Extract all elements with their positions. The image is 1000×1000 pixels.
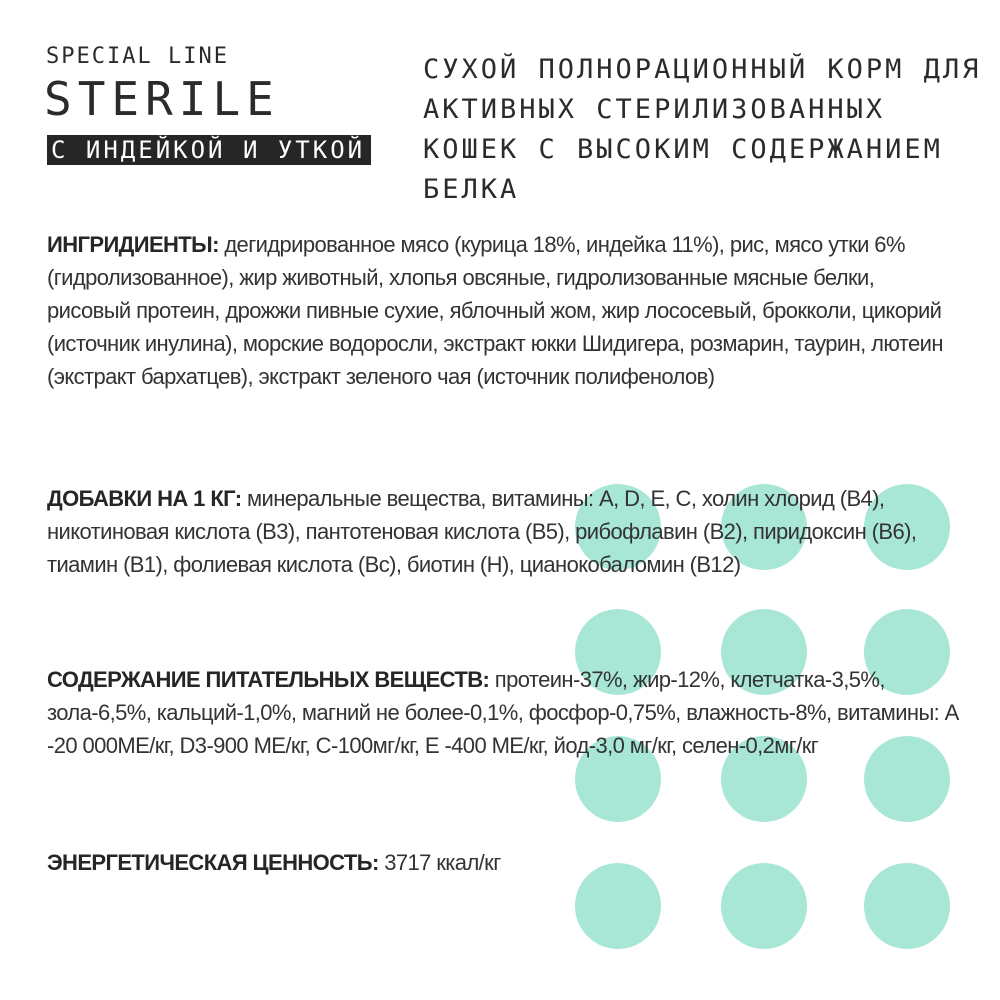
- ingredients-text: дегидрированное мясо (курица 18%, индейка 11%), рис, мясо утки 6% (гидролизованное), жир животный, хлопья овсяные, гидролизованные мясные белки, рисовый протеин, дрожжи пивные сухие, яблочный жом, жир лососевый, брокколи, цикорий (источник инулина), морские водоросли, экстракт юкки Шидигера, розмарин, таурин, лютеин (экстракт бархатцев), экстракт зеленого чая (источник полифенолов): [47, 232, 943, 389]
- nutrients-section: [47, 663, 962, 762]
- energy-section: [47, 846, 962, 879]
- additives-text: минеральные вещества, витамины: A, D, E, C, холин хлорид (B4), никотиновая кислота (B3), пантотеновая кислота (B5), рибофлавин (B2), пиридоксин (B6), тиамин (B1), фолиевая кислота (Bc), биотин (H), цианокобаломин (B12): [47, 486, 917, 577]
- nutrients-text: протеин-37%, жир-12%, клетчатка-3,5%, зола-6,5%, кальций-1,0%, магний не более-0,1%, фосфор-0,75%, влажность-8%, витамины: A -20 000МЕ/кг, D3-900 МЕ/кг, C-100мг/кг, E -400 МЕ/кг, йод-3,0 мг/кг, селен-0,2мг/кг: [47, 667, 958, 758]
- brand-name: STERILE: [44, 72, 280, 126]
- brand-flavor-badge: С ИНДЕЙКОЙ И УТКОЙ: [47, 135, 371, 165]
- brand-line: SPECIAL LINE: [46, 44, 229, 69]
- additives-label: ДОБАВКИ НА 1 КГ:: [47, 486, 242, 511]
- ingredients-label: ИНГРИДИЕНТЫ:: [47, 232, 219, 257]
- energy-text: 3717 ккал/кг: [378, 850, 501, 875]
- nutrients-label: СОДЕРЖАНИЕ ПИТАТЕЛЬНЫХ ВЕЩЕСТВ:: [47, 667, 490, 692]
- energy-label: ЭНЕРГЕТИЧЕСКАЯ ЦЕННОСТЬ:: [47, 850, 379, 875]
- ingredients-section: [47, 228, 962, 393]
- additives-section: [47, 482, 962, 581]
- product-headline: СУХОЙ ПОЛНОРАЦИОННЫЙ КОРМ ДЛЯ АКТИВНЫХ СТЕРИЛИЗОВАННЫХ КОШЕК С ВЫСОКИМ СОДЕРЖАНИЕМ БЕЛКА: [423, 54, 982, 205]
